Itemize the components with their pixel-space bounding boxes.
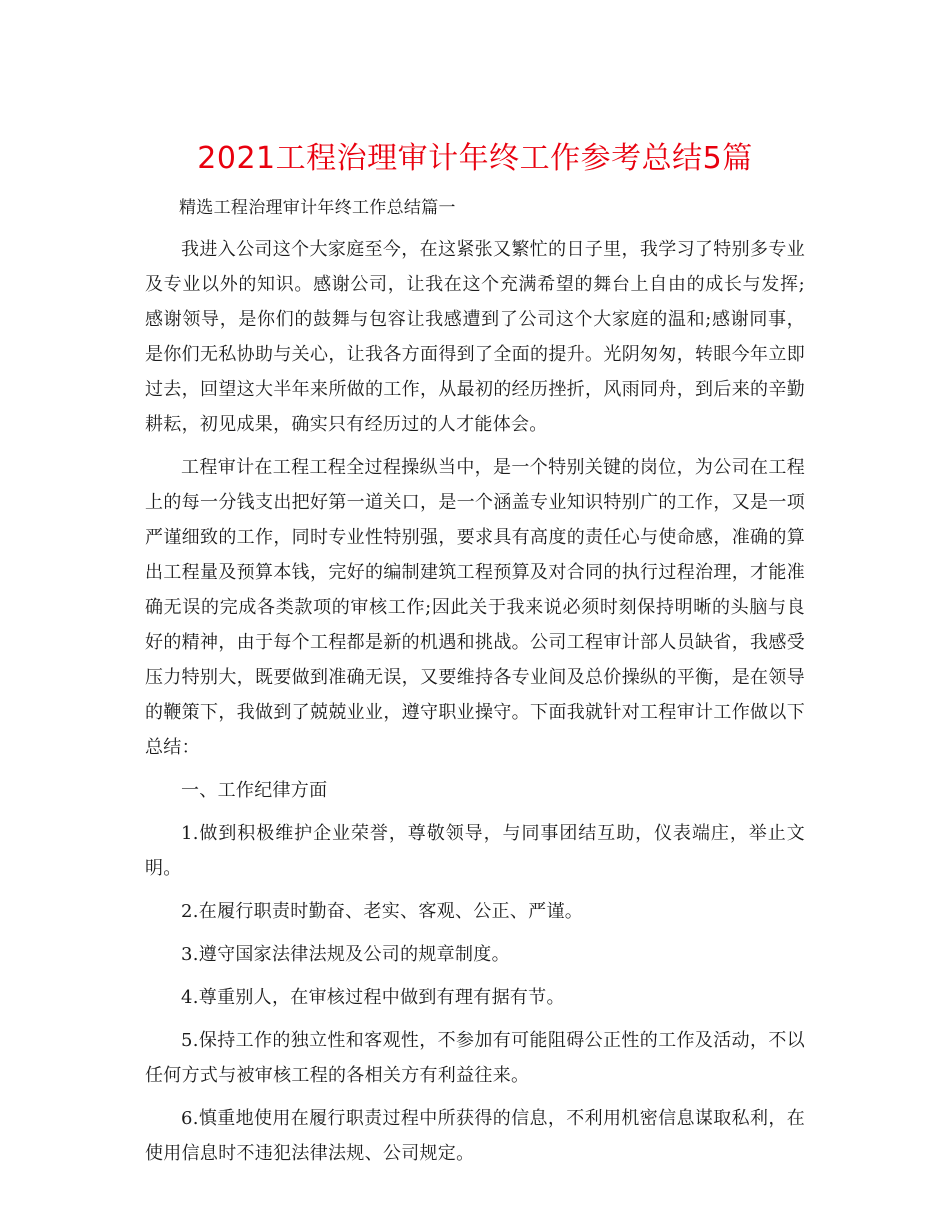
paragraph-intro: 我进入公司这个大家庭至今，在这紧张又繁忙的日子里，我学习了特别多专业及专业以外的知识。感谢公司，让我在这个充满希望的舞台上自由的成长与发挥;感谢领导，是你们的鼓舞与包容让我感遭到了公司这个大家庭的温和;感谢同事，是你们无私协助与关心，让我各方面得到了全面的提升。光阴匆匆，转眼今年立即过去，回望这大半年来所做的工作，从最初的经历挫折，风雨同舟，到后来的辛勤耕耘，初见成果，确实只有经历过的人才能体会。 xyxy=(145,239,805,435)
list-item-1: 1.做到积极维护企业荣誉，尊敬领导，与同事团结互助，仪表端庄，举止文明。 xyxy=(145,823,805,879)
spacer xyxy=(145,765,805,773)
document-title: 2021工程治理审计年终工作参考总结5篇 xyxy=(197,141,753,176)
list-item-5: 5.保持工作的独立性和客观性，不参加有可能阻碍公正性的工作及活动，不以任何方式与被审核工程的各相关方有利益往来。 xyxy=(145,1030,805,1086)
list-item-3: 3.遵守国家法律法规及公司的规章制度。 xyxy=(181,944,510,965)
spacer xyxy=(145,886,805,894)
spacer xyxy=(145,224,805,232)
list-item-2: 2.在履行职责时勤奋、老实、客观、公正、严谨。 xyxy=(181,901,584,922)
section-subtitle: 精选工程治理审计年终工作总结篇一 xyxy=(179,198,456,218)
section-heading: 一、工作纪律方面 xyxy=(181,780,328,801)
spacer xyxy=(145,808,805,816)
list-item-6: 6.慎重地使用在履行职责过程中所获得的信息，不利用机密信息谋取私利，在使用信息时不违犯法律法规、公司规定。 xyxy=(145,1108,805,1164)
list-item-4: 4.尊重别人，在审核过程中做到有理有据有节。 xyxy=(181,987,565,1008)
spacer xyxy=(145,1093,805,1101)
spacer xyxy=(145,1015,805,1023)
paragraph-role: 工程审计在工程工程全过程操纵当中，是一个特别关键的岗位，为公司在工程上的每一分钱支出把好第一道关口，是一个涵盖专业知识特别广的工作，又是一项严谨细致的工作，同时专业性特别强，要求具有高度的责任心与使命感，准确的算出工程量及预算本钱，完好的编制建筑工程预算及对合同的执行过程治理，才能准确无误的完成各类款项的审核工作;因此关于我来说必须时刻保持明晰的头脑与良好的精神，由于每个工程都是新的机遇和挑战。公司工程审计部人员缺省，我感受压力特别大，既要做到准确无误，又要维持各专业间及总价操纵的平衡，是在领导的鞭策下，我做到了兢兢业业，遵守职业操守。下面我就针对工程审计工作做以下总结： xyxy=(145,457,805,758)
document-page xyxy=(145,132,805,1171)
spacer xyxy=(145,972,805,980)
spacer xyxy=(145,442,805,450)
spacer xyxy=(145,929,805,937)
